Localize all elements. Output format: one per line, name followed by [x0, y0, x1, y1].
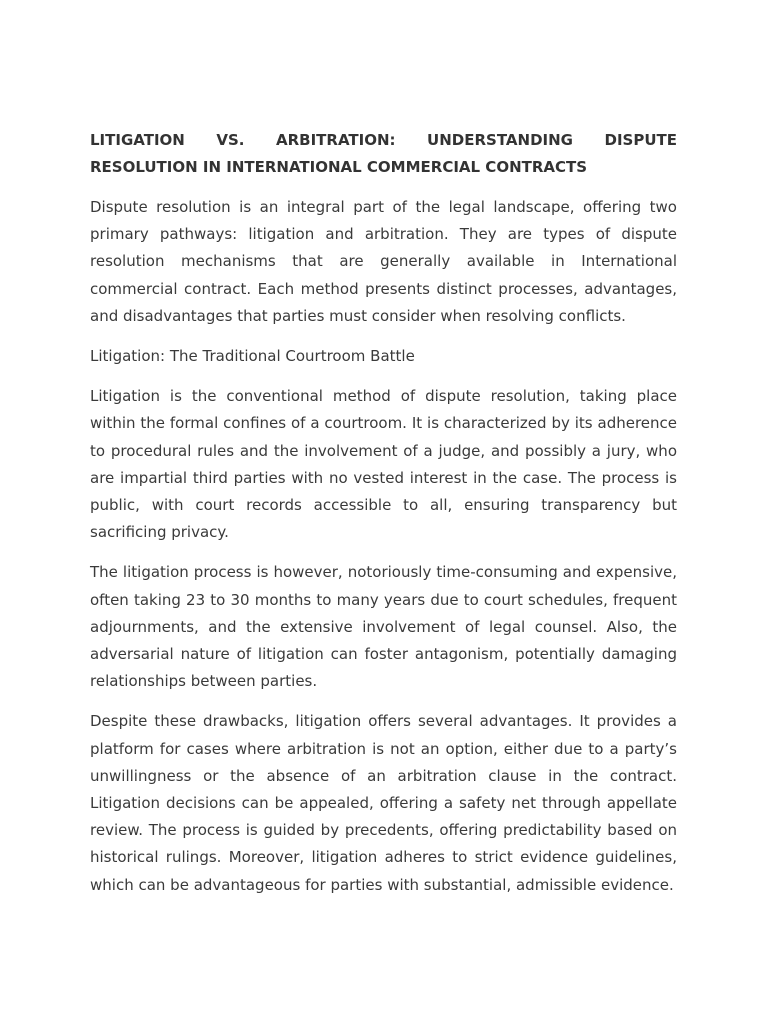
- litigation-advantages-paragraph: Despite these drawbacks, litigation offers several advantages. It provides a platform for cases where arbitration is not an option, either due to a party’s unwillingness or the absence of an arbitration clause in the contract. Litigation decisions can be appealed, offering a safety net through appellate review. The process is guided by precedents, offering predictability based on historical rulings. Moreover, litigation adheres to strict evidence guidelines, which can be advantageous for parties with substantial, admissible evidence.: [90, 712, 677, 894]
- document-title: LITIGATION VS. ARBITRATION: UNDERSTANDING DISPUTE RESOLUTION IN INTERNATIONAL COMMERCIAL CONTRACTS: [90, 131, 677, 176]
- intro-paragraph: Dispute resolution is an integral part of the legal landscape, offering two primary pathways: litigation and arbitration. They are types of dispute resolution mechanisms that are generally available in International commercial contract. Each method presents distinct processes, advantages, and disadvantages that parties must consider when resolving conflicts.: [90, 198, 677, 325]
- litigation-definition-paragraph: Litigation is the conventional method of dispute resolution, taking place within the formal confines of a courtroom. It is characterized by its adherence to procedural rules and the involvement of a judge, and possibly a jury, who are impartial third parties with no vested interest in the case. The process is public, with court records accessible to all, ensuring transparency but sacrificing privacy.: [90, 387, 677, 542]
- litigation-drawbacks-paragraph: The litigation process is however, notoriously time-consuming and expensive, often taking 23 to 30 months to many years due to court schedules, frequent adjournments, and the extensive involvement of legal counsel. Also, the adversarial nature of litigation can foster antagonism, potentially damaging relationships between parties.: [90, 563, 677, 691]
- document-page: [90, 127, 677, 912]
- section-heading-litigation: Litigation: The Traditional Courtroom Battle: [90, 347, 415, 366]
